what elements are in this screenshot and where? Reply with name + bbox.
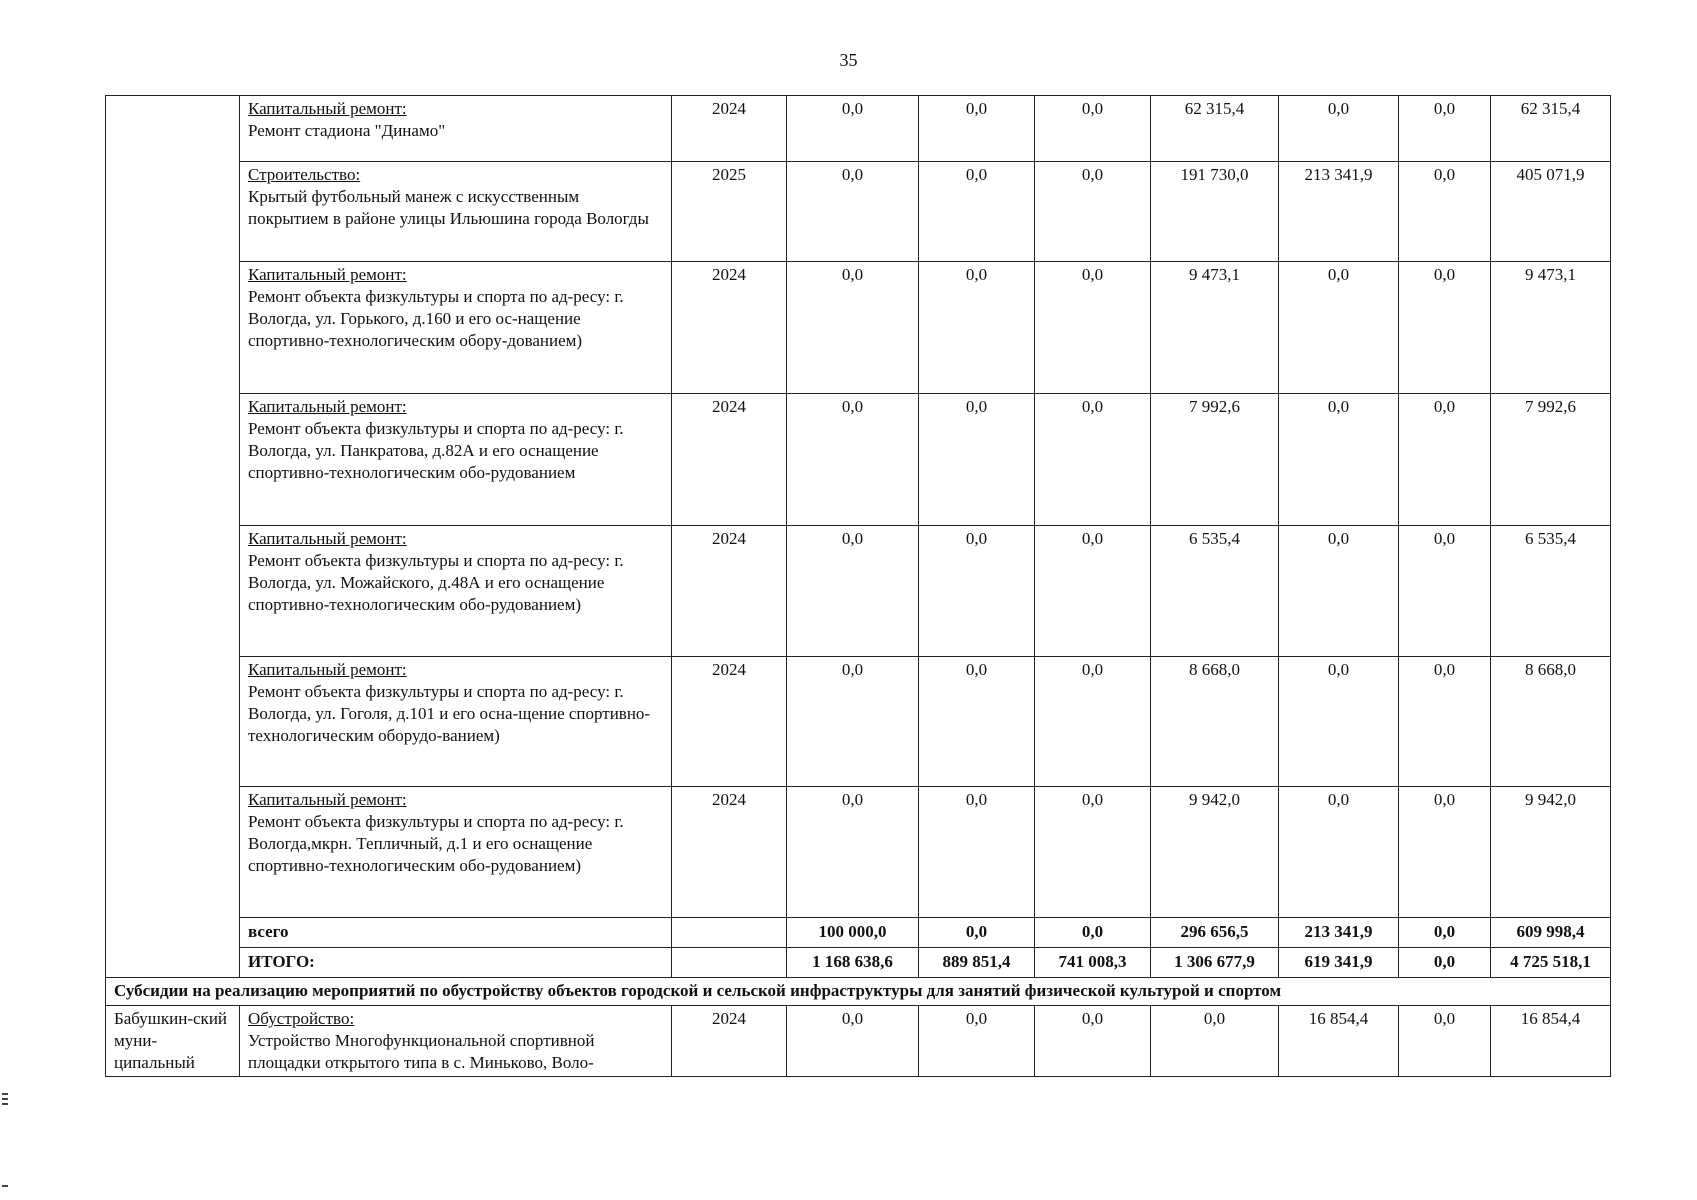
event-description: Ремонт объекта физкультуры и спорта по ад-ресу: г. Вологда, ул. Можайского, д.48А и его оснащение спортивно-технологическим обо-рудованием) [248,551,624,615]
value-cell: 0,0 [1151,1006,1279,1077]
year-cell: 2024 [672,96,787,162]
total-value-cell: 62 315,4 [1491,96,1611,162]
table-row [106,96,1611,162]
event-kind: Капитальный ремонт: [248,265,407,284]
scan-mark [2,1093,8,1095]
grand-total-row [106,948,1611,978]
value-cell: 0,0 [787,262,919,394]
year-cell: 2024 [672,394,787,526]
value-cell: 0,0 [1279,394,1399,526]
event-cell [240,262,672,394]
table-row [106,162,1611,262]
year-cell: 2024 [672,787,787,918]
year-cell: 2024 [672,262,787,394]
event-description: Ремонт объекта физкультуры и спорта по ад-ресу: г. Вологда, ул. Гоголя, д.101 и его осна-щение спортивно-технологическим оборудо-ванием) [248,682,651,746]
value-cell: 191 730,0 [1151,162,1279,262]
value-cell: 0,0 [1399,526,1491,657]
scan-mark [2,1098,8,1100]
value-cell: 0,0 [1035,96,1151,162]
scan-mark [2,1185,8,1187]
table-row [106,526,1611,657]
value-cell: 0,0 [1035,262,1151,394]
value-cell: 0,0 [1399,162,1491,262]
year-cell: 2024 [672,657,787,787]
event-description: Ремонт стадиона "Динамо" [248,121,446,141]
subtotal-value: 296 656,5 [1151,918,1279,948]
value-cell: 0,0 [919,394,1035,526]
total-value-cell: 7 992,6 [1491,394,1611,526]
value-cell: 62 315,4 [1151,96,1279,162]
event-kind: Капитальный ремонт: [248,790,407,809]
total-value-cell: 9 473,1 [1491,262,1611,394]
total-value-cell: 6 535,4 [1491,526,1611,657]
page-number: 35 [839,50,858,70]
event-cell [240,787,672,918]
event-kind: Строительство: [248,165,361,184]
year-cell: 2025 [672,162,787,262]
event-description: Ремонт объекта физкультуры и спорта по ад-ресу: г. Вологда,мкрн. Тепличный, д.1 и его оснащение спортивно-технологическим обо-рудованием) [248,812,624,876]
section-title: Субсидии на реализацию мероприятий по обустройству объектов городской и сельской инфраструктуры для занятий физической культурой и спортом [106,978,1611,1006]
grand-total-total: 4 725 518,1 [1491,948,1611,978]
subtotal-total: 609 998,4 [1491,918,1611,948]
table-row [106,787,1611,918]
table-row [106,394,1611,526]
value-cell: 0,0 [1279,657,1399,787]
event-kind: Капитальный ремонт: [248,99,407,118]
event-kind: Капитальный ремонт: [248,660,407,679]
event-cell [240,394,672,526]
value-cell: 0,0 [787,787,919,918]
year-cell: 2024 [672,526,787,657]
event-cell [240,526,672,657]
value-cell: 0,0 [1399,787,1491,918]
value-cell: 0,0 [787,96,919,162]
grand-total-value: 1 168 638,6 [787,948,919,978]
value-cell: 0,0 [1279,262,1399,394]
table-row [106,1006,1611,1077]
grand-total-value: 889 851,4 [919,948,1035,978]
section-header-row [106,978,1611,1006]
event-cell [240,657,672,787]
value-cell: 0,0 [1035,162,1151,262]
subtotal-value: 0,0 [1399,918,1491,948]
value-cell: 6 535,4 [1151,526,1279,657]
value-cell: 9 473,1 [1151,262,1279,394]
value-cell: 0,0 [919,1006,1035,1077]
value-cell: 0,0 [787,526,919,657]
value-cell: 0,0 [919,96,1035,162]
value-cell: 9 942,0 [1151,787,1279,918]
value-cell: 0,0 [1279,787,1399,918]
grand-total-value: 741 008,3 [1035,948,1151,978]
year-cell [672,918,787,948]
grand-total-value: 619 341,9 [1279,948,1399,978]
value-cell: 0,0 [1035,787,1151,918]
value-cell: 0,0 [787,162,919,262]
value-cell: 0,0 [1035,526,1151,657]
value-cell: 7 992,6 [1151,394,1279,526]
subtotal-value: 213 341,9 [1279,918,1399,948]
total-value-cell: 405 071,9 [1491,162,1611,262]
value-cell: 0,0 [919,262,1035,394]
event-description: Устройство Многофункциональной спортивной площадки открытого типа в с. Миньково, Воло- [248,1031,595,1073]
value-cell: 0,0 [1035,394,1151,526]
event-kind: Капитальный ремонт: [248,529,407,548]
event-description: Крытый футбольный манеж с искусственным покрытием в районе улицы Ильюшина города Вологды [248,187,649,229]
scan-mark [2,1103,8,1105]
value-cell: 0,0 [1399,96,1491,162]
event-cell [240,96,672,162]
event-description: Ремонт объекта физкультуры и спорта по ад-ресу: г. Вологда, ул. Панкратова, д.82А и его оснащение спортивно-технологическим обо-рудованием [248,419,624,483]
value-cell: 0,0 [919,657,1035,787]
event-cell [240,162,672,262]
value-cell: 0,0 [1399,1006,1491,1077]
value-cell: 0,0 [1279,526,1399,657]
value-cell: 0,0 [787,394,919,526]
grand-total-value: 1 306 677,9 [1151,948,1279,978]
value-cell: 0,0 [919,162,1035,262]
value-cell: 0,0 [787,657,919,787]
subtotal-value: 0,0 [1035,918,1151,948]
grand-total-label: ИТОГО: [240,948,672,978]
value-cell: 0,0 [1399,657,1491,787]
value-cell: 0,0 [919,787,1035,918]
value-cell: 8 668,0 [1151,657,1279,787]
value-cell: 0,0 [1035,657,1151,787]
value-cell: 16 854,4 [1279,1006,1399,1077]
table-body [106,96,1611,1077]
event-kind: Капитальный ремонт: [248,397,407,416]
value-cell: 0,0 [1399,394,1491,526]
subtotal-value: 0,0 [919,918,1035,948]
table-row [106,262,1611,394]
budget-table [105,95,1611,1077]
year-cell [672,948,787,978]
event-cell [240,1006,672,1077]
value-cell: 0,0 [1399,262,1491,394]
value-cell: 0,0 [787,1006,919,1077]
value-cell: 0,0 [919,526,1035,657]
event-description: Ремонт объекта физкультуры и спорта по ад-ресу: г. Вологда, ул. Горького, д.160 и его ос-нащение спортивно-технологическим обору-дованием) [248,287,624,351]
total-value-cell: 16 854,4 [1491,1006,1611,1077]
value-cell: 213 341,9 [1279,162,1399,262]
subtotal-value: 100 000,0 [787,918,919,948]
grand-total-value: 0,0 [1399,948,1491,978]
event-kind: Обустройство: [248,1009,355,1028]
municipality-cell: Бабушкин-ский муни-ципальный [106,1006,240,1077]
value-cell: 0,0 [1279,96,1399,162]
total-value-cell: 8 668,0 [1491,657,1611,787]
subtotal-label: всего [240,918,672,948]
year-cell: 2024 [672,1006,787,1077]
value-cell: 0,0 [1035,1006,1151,1077]
total-value-cell: 9 942,0 [1491,787,1611,918]
table-row [106,657,1611,787]
subtotal-row [106,918,1611,948]
municipality-cell [106,96,240,978]
